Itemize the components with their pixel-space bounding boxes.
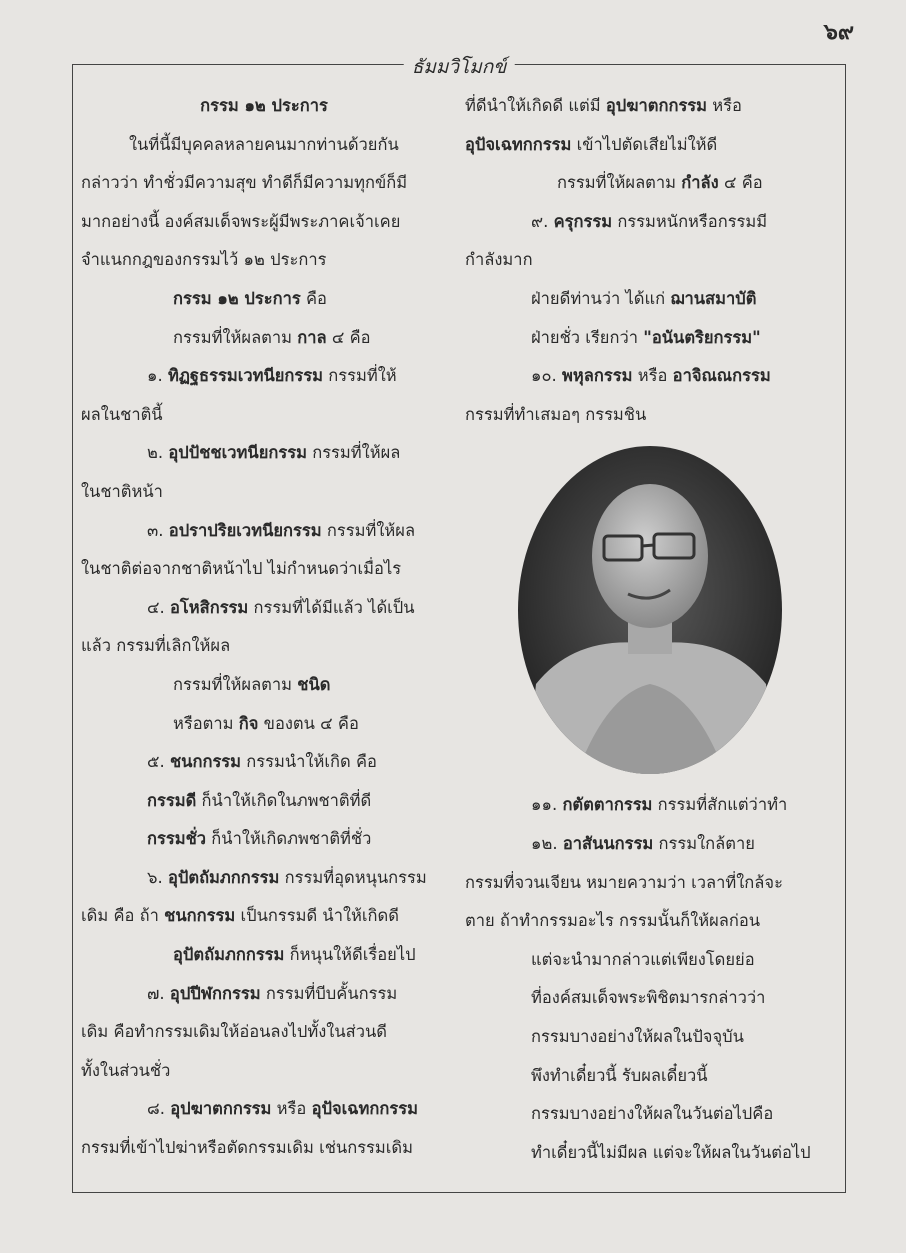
text-line	[465, 126, 835, 165]
text-line	[81, 512, 447, 551]
text-line	[81, 743, 447, 782]
text-line	[81, 1052, 447, 1091]
text-run: หรือ	[632, 366, 673, 386]
text-run: หรือ	[707, 96, 742, 115]
text-line	[81, 396, 447, 435]
text-run: กรรมที่ให้ผลตาม	[557, 173, 682, 193]
text-run: กรรมที่สักแต่ว่าทำ	[652, 795, 788, 815]
text-run: ๔ คือ	[718, 173, 763, 193]
left-column	[81, 87, 447, 1168]
text-line	[465, 241, 835, 280]
text-run: กรรมนำให้เกิด คือ	[241, 752, 377, 772]
text-line	[465, 902, 835, 941]
text-line	[465, 1134, 835, 1173]
text-line	[81, 820, 447, 859]
bold-term: ชนกกรรม	[164, 906, 236, 926]
text-line	[465, 280, 835, 319]
text-run: กรรมหนักหรือกรรมมี	[612, 211, 768, 231]
text-run: กรรมที่จวนเจียน หมายความว่า เวลาที่ใกล้จะ	[465, 872, 783, 892]
bold-term: ฌานสมาบัติ	[670, 288, 757, 308]
bold-term: กรรม ๑๒ ประการ	[200, 96, 328, 115]
text-line	[81, 164, 447, 203]
bold-term: อุปัจเฉทกกรรม	[465, 134, 572, 154]
text-line	[81, 319, 447, 358]
bold-term: อุปปีฬกกรรม	[169, 983, 261, 1003]
text-line	[81, 241, 447, 280]
bold-term: "อนันตริยกรรม"	[643, 327, 761, 347]
text-line	[81, 87, 447, 126]
bold-term: ครุกรรม	[553, 211, 613, 231]
page-number: ๖๙	[823, 20, 854, 45]
bold-term: อุปปัชชเวทนียกรรม	[168, 443, 307, 463]
bold-term: กรรมดี	[147, 790, 197, 810]
text-run: ฝ่ายดีท่านว่า ได้แก่	[531, 288, 671, 308]
bold-term: อุปัตถัมภกกรรม	[167, 867, 280, 887]
text-line	[465, 164, 835, 203]
text-run: เป็นกรรมดี นำให้เกิดดี	[235, 906, 399, 926]
text-run: ในที่นี้มีบุคคลหลายคนมากท่านด้วยกัน	[129, 134, 399, 154]
text-line	[81, 936, 447, 975]
bold-term: ชนิด	[297, 674, 331, 694]
text-line	[465, 1057, 835, 1096]
text-line	[465, 1095, 835, 1134]
text-run: ในชาติหน้า	[81, 481, 163, 501]
text-run: มากอย่างนี้ องค์สมเด็จพระผู้มีพระภาคเจ้าเคย	[81, 211, 401, 231]
text-run: หรือ	[271, 1099, 312, 1119]
bold-term: อุปัจเฉทกกรรม	[311, 1099, 418, 1119]
text-run: เดิม คือ ถ้า	[81, 906, 165, 926]
text-line	[465, 396, 835, 435]
text-run: กรรมบางอย่างให้ผลในวันต่อไปคือ	[531, 1104, 774, 1124]
text-run: กรรมที่ทำเสมอๆ กรรมชิน	[465, 404, 647, 424]
bold-term: อปราปริยเวทนียกรรม	[168, 520, 322, 540]
bold-term: อาสันนกรรม	[562, 833, 654, 853]
bold-term: พหุลกรรม	[562, 366, 633, 386]
text-run: กำลังมาก	[465, 250, 533, 270]
text-run: กรรมที่เข้าไปฆ่าหรือตัดกรรมเดิม เช่นกรรมเดิม	[81, 1138, 414, 1158]
text-run: แต่จะนำมากล่าวแต่เพียงโดยย่อ	[531, 949, 755, 969]
text-line	[465, 941, 835, 980]
text-run: ๖.	[147, 867, 168, 887]
text-line	[465, 786, 835, 825]
text-run: ผลในชาตินี้	[81, 404, 163, 424]
text-run: กรรมบางอย่างให้ผลในปัจจุบัน	[531, 1026, 744, 1046]
text-run: จำแนกกฎของกรรมไว้ ๑๒ ประการ	[81, 250, 327, 270]
text-run: ๒.	[147, 443, 169, 463]
text-line	[81, 203, 447, 242]
text-line	[81, 782, 447, 821]
text-run: ๕.	[147, 752, 170, 772]
text-line	[465, 87, 835, 126]
text-run: ทำเดี๋ยวนี้ไม่มีผล แต่จะให้ผลในวันต่อไป	[531, 1142, 811, 1162]
text-run: ๔ คือ	[326, 327, 371, 347]
bold-term: อุปฆาตกกรรม	[605, 96, 708, 115]
text-run: คือ	[300, 288, 327, 308]
text-run: กรรมที่บีบคั้นกรรม	[260, 983, 398, 1003]
text-run: เข้าไปตัดเสียไม่ให้ดี	[571, 134, 718, 154]
text-line	[81, 280, 447, 319]
text-line	[81, 859, 447, 898]
text-line	[81, 550, 447, 589]
text-line	[465, 825, 835, 864]
text-line	[81, 357, 447, 396]
text-line	[81, 666, 447, 705]
text-line	[81, 975, 447, 1014]
bold-term: กตัตตากรรม	[562, 795, 653, 815]
text-run: กรรมที่ให้ผล	[321, 520, 416, 540]
portrait-photo-container	[465, 434, 835, 786]
text-run: ๓.	[147, 520, 169, 540]
bold-term: อุปฆาตกกรรม	[170, 1099, 272, 1119]
text-line	[465, 357, 835, 396]
monk-portrait-photo	[516, 444, 784, 776]
bold-term: ทิฏฐธรรมเวทนียกรรม	[167, 366, 324, 386]
text-run: ๗.	[147, 983, 170, 1003]
text-run: ๘.	[147, 1099, 171, 1119]
text-run: กรรมที่ได้มีแล้ว ได้เป็น	[248, 597, 415, 617]
text-run: กล่าวว่า ทำชั่วมีความสุข ทำดีก็มีความทุกข์ก็มี	[81, 173, 408, 193]
text-line	[81, 897, 447, 936]
text-line	[81, 705, 447, 744]
bold-term: กิจ	[238, 713, 259, 733]
bold-term: กาล	[297, 327, 327, 347]
text-run: ๑๑.	[531, 795, 563, 815]
text-line	[465, 203, 835, 242]
bold-term: อโหสิกรรม	[169, 597, 249, 617]
text-run: เดิม คือทำกรรมเดิมให้อ่อนลงไปทั้งในส่วนดี	[81, 1022, 387, 1042]
running-header: ธัมมวิโมกข์	[404, 52, 515, 82]
text-line	[81, 589, 447, 628]
text-run: พึงทำเดี๋ยวนี้ รับผลเดี๋ยวนี้	[531, 1065, 708, 1085]
text-run: กรรมที่ให้	[323, 366, 397, 386]
right-column-top-text	[465, 87, 835, 434]
bold-term: กำลัง	[681, 173, 719, 193]
text-run: ก็หนุนให้ดีเรื่อยไป	[284, 945, 416, 965]
text-run: ทั้งในส่วนชั่ว	[81, 1060, 171, 1080]
right-column-bottom-text	[465, 786, 835, 1172]
text-run: ของตน ๔ คือ	[258, 713, 359, 733]
text-line	[81, 473, 447, 512]
text-run: ๙.	[531, 211, 554, 231]
text-run: ก็นำให้เกิดในภพชาติที่ดี	[196, 790, 372, 810]
text-run: กรรมใกล้ตาย	[653, 833, 755, 853]
text-run: กรรมที่ให้ผล	[306, 443, 401, 463]
bold-term: กรรม ๑๒ ประการ	[173, 288, 301, 308]
text-run: ในชาติต่อจากชาติหน้าไป ไม่กำหนดว่าเมื่อไร	[81, 559, 402, 579]
text-run: กรรมที่อุดหนุนกรรม	[279, 867, 427, 887]
text-run: ๑.	[147, 366, 168, 386]
text-line	[465, 1018, 835, 1057]
bold-term: อาจิณณกรรม	[672, 366, 771, 386]
text-line	[81, 1129, 447, 1168]
text-run: ๑๐.	[531, 366, 563, 386]
text-line	[81, 1090, 447, 1129]
text-run: ที่องค์สมเด็จพระพิชิตมารกล่าวว่า	[531, 988, 766, 1008]
bold-term: อุปัตถัมภกกรรม	[173, 945, 285, 965]
text-run: ตาย ถ้าทำกรรมอะไร กรรมนั้นก็ให้ผลก่อน	[465, 911, 761, 931]
text-run: ก็นำให้เกิดภพชาติที่ชั่ว	[206, 829, 372, 849]
bold-term: กรรมชั่ว	[147, 829, 207, 849]
text-line	[81, 1013, 447, 1052]
text-line	[81, 126, 447, 165]
right-column	[465, 87, 835, 1172]
content-frame	[72, 56, 846, 1193]
text-run: ที่ดีนำให้เกิดดี แต่มี	[465, 96, 606, 115]
text-run: ๑๒.	[531, 833, 563, 853]
text-line	[465, 979, 835, 1018]
text-line	[465, 319, 835, 358]
text-line	[81, 627, 447, 666]
bold-term: ชนกกรรม	[169, 752, 242, 772]
text-run: กรรมที่ให้ผลตาม	[173, 674, 298, 694]
text-run: ๔.	[147, 597, 170, 617]
text-run: หรือตาม	[173, 713, 239, 733]
text-run: แล้ว กรรมที่เลิกให้ผล	[81, 636, 231, 656]
text-run: กรรมที่ให้ผลตาม	[173, 327, 298, 347]
text-run: ฝ่ายชั่ว เรียกว่า	[531, 327, 644, 347]
text-line	[81, 434, 447, 473]
text-line	[465, 864, 835, 903]
